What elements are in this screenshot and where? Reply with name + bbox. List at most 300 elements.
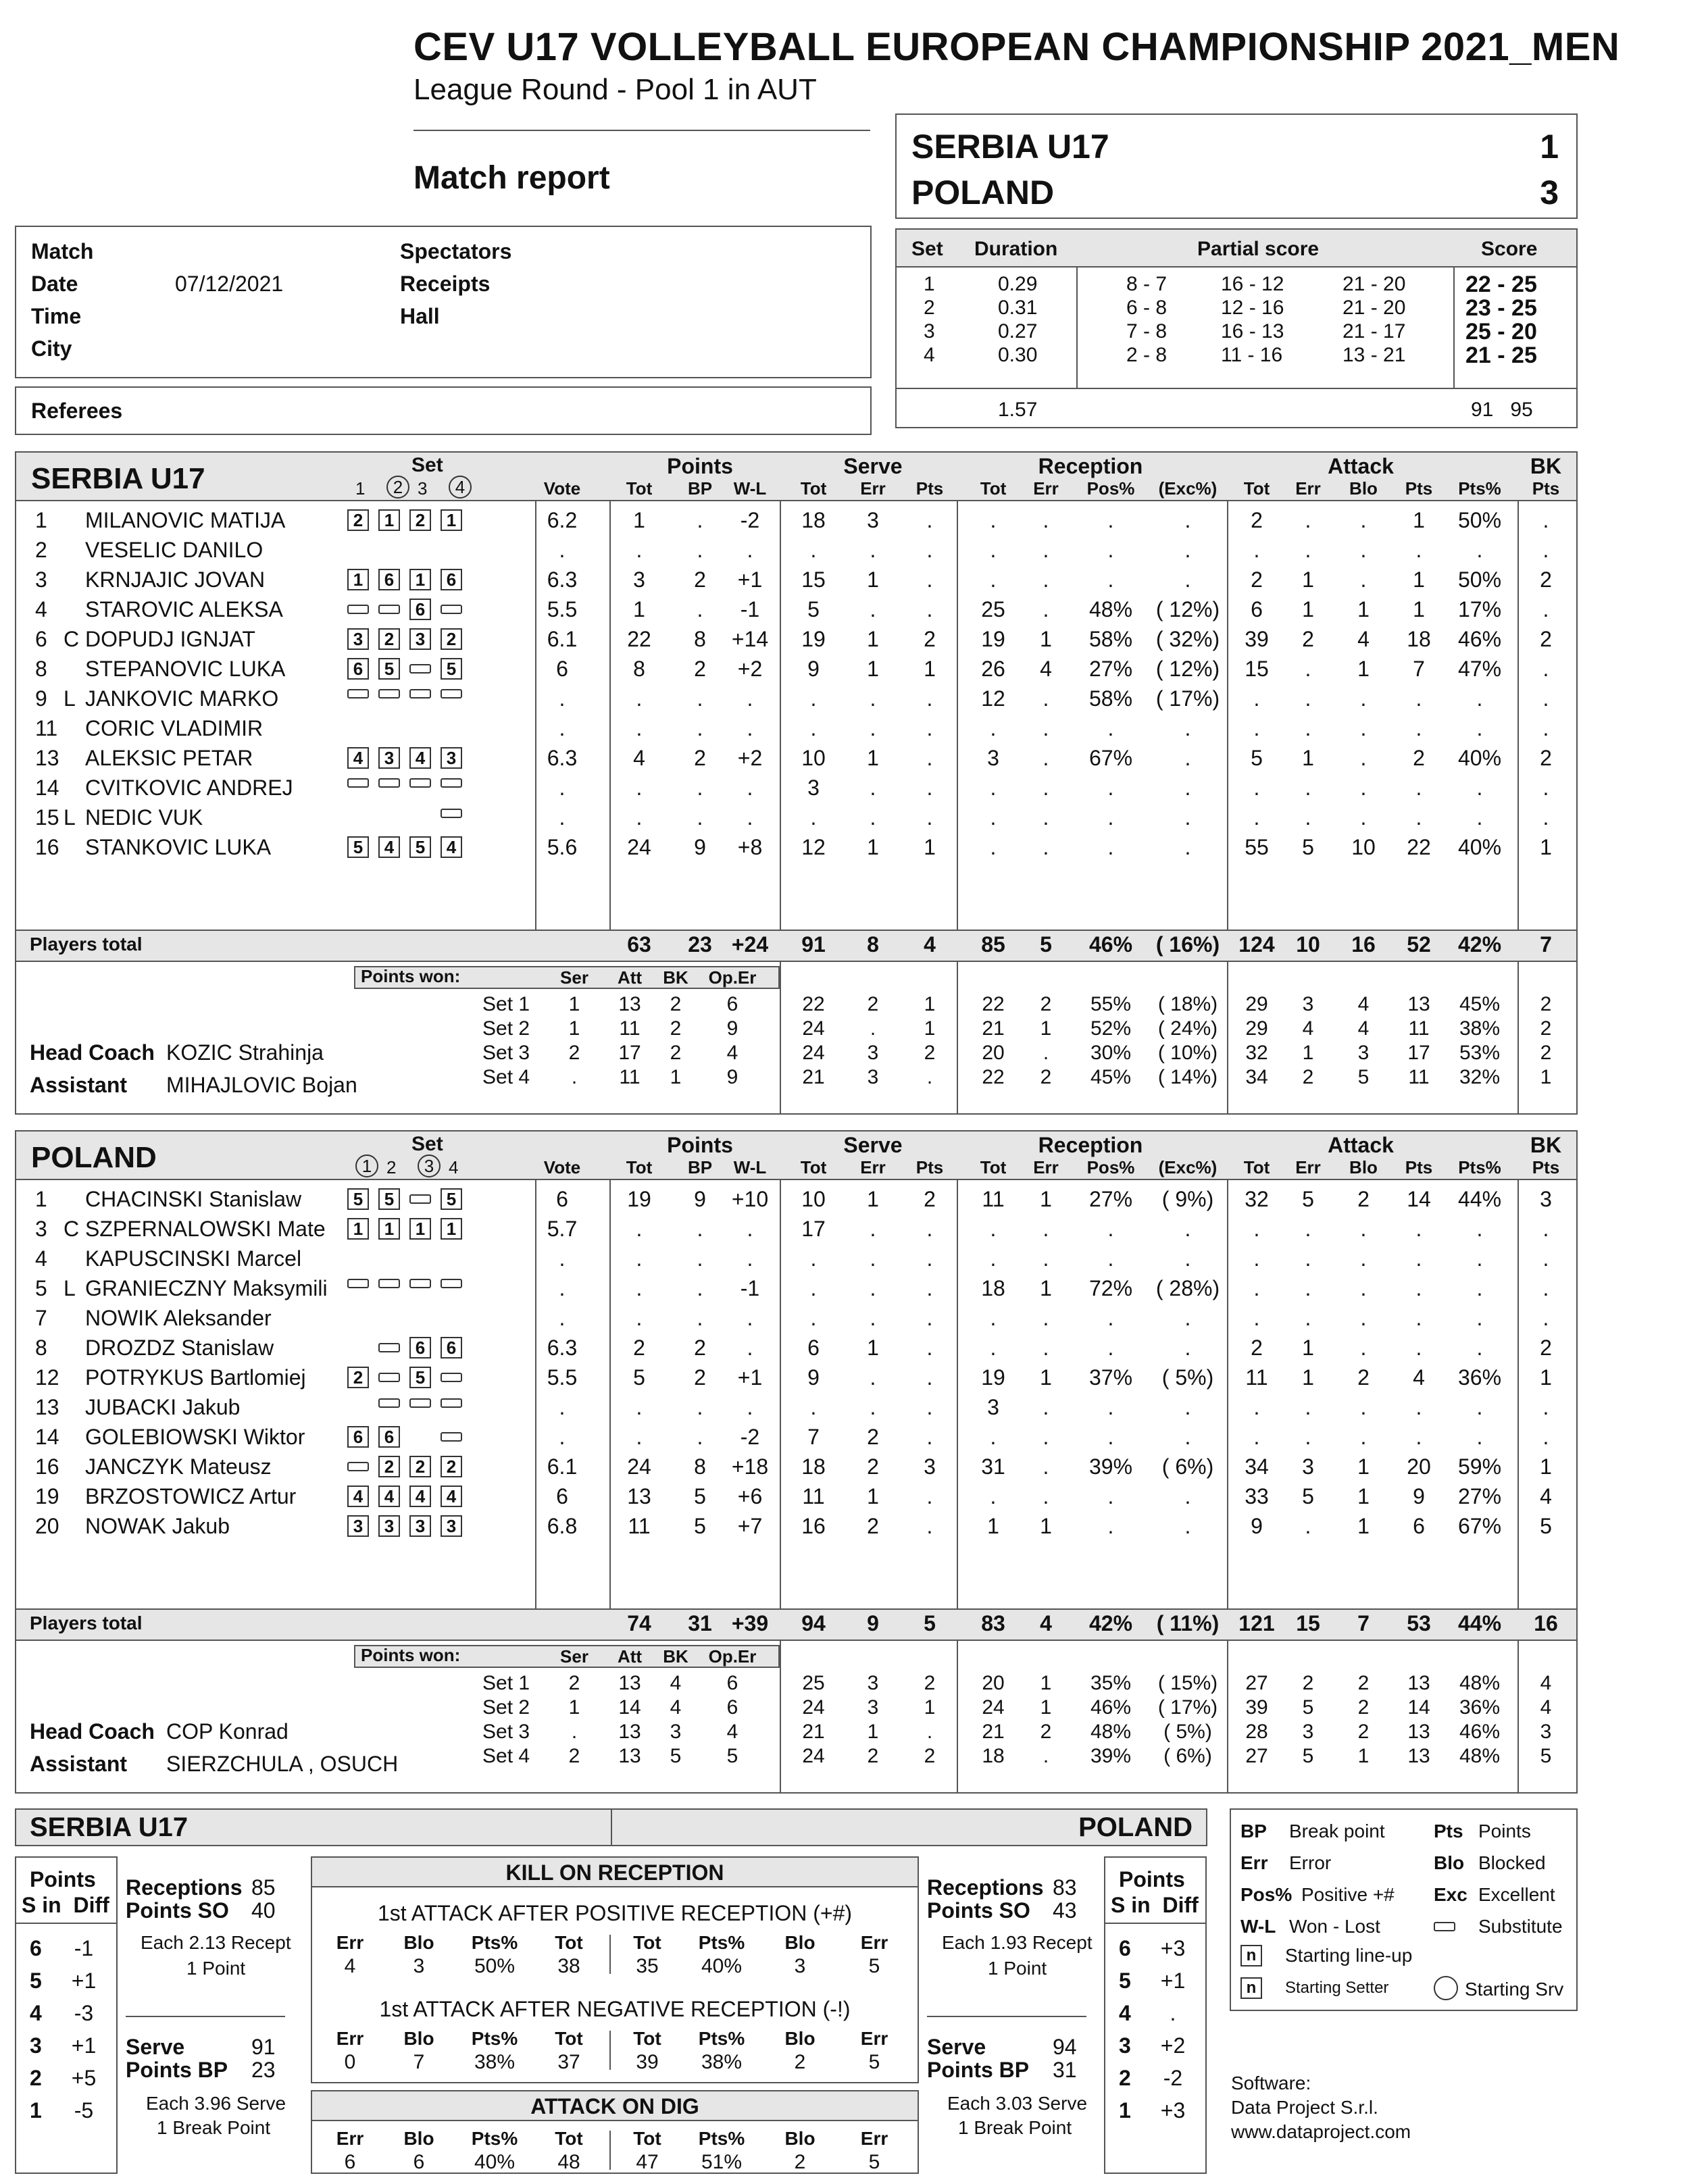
stat-re: . <box>1043 538 1049 562</box>
kill-col-header: Err <box>336 1932 364 1953</box>
stat-st: 10 <box>801 1187 826 1211</box>
stat-vote: 6 <box>556 657 568 681</box>
total-bp: 31 <box>688 1611 712 1635</box>
stat-ap: . <box>1415 805 1422 830</box>
set-stat-re: . <box>1043 1745 1049 1767</box>
player-name: CHACINSKI Stanislaw <box>85 1187 302 1211</box>
starting-position-box: 5 <box>409 1367 431 1388</box>
stat-at: . <box>1253 1246 1260 1271</box>
stat-ae: 5 <box>1302 1484 1314 1508</box>
set-stat-ae: 4 <box>1302 1017 1314 1040</box>
subheader-apc: Pts% <box>1458 478 1501 499</box>
player-name: SZPERNALOWSKI Mate <box>85 1217 326 1241</box>
stat-rx: . <box>1184 567 1191 592</box>
kill-col-header: Blo <box>784 1932 816 1953</box>
set-empty <box>378 717 400 727</box>
stat-st: . <box>810 805 817 830</box>
stat-ab: 1 <box>1357 1484 1370 1508</box>
set-stat-st: 24 <box>802 1017 825 1040</box>
rotation-number: 6 <box>30 1936 42 1960</box>
player-set-boxes <box>347 628 472 650</box>
stat-apc: 36% <box>1457 1365 1502 1390</box>
set-col-4: 4 <box>449 476 472 499</box>
subheader-tot: Tot <box>626 478 653 499</box>
stat-vote: 5.7 <box>547 1217 578 1241</box>
set-stat-att: 13 <box>618 1745 641 1767</box>
stat-at: . <box>1253 1395 1260 1419</box>
player-set-boxes <box>347 777 472 789</box>
stat-tot: . <box>636 776 643 800</box>
set-stat-rp: 30% <box>1090 1042 1132 1064</box>
stat-rx: . <box>1184 508 1191 532</box>
set-stat-se: . <box>870 1017 876 1040</box>
set-stat-ap: 17 <box>1407 1042 1430 1064</box>
stat-st: 5 <box>807 597 820 621</box>
total-bk: 7 <box>1540 932 1552 957</box>
player-set-boxes <box>347 1307 472 1320</box>
player-set-boxes <box>347 1515 472 1537</box>
set-stat-rt: 22 <box>982 1066 1005 1088</box>
set-stat-ser: 2 <box>568 1745 580 1767</box>
summary-teams-bar <box>15 1808 1207 1846</box>
set-stat-bk: 2 <box>670 1017 682 1040</box>
t1-receptions-label: Receptions <box>126 1875 243 1900</box>
stat-bp: . <box>697 1276 703 1300</box>
stat-rx: . <box>1184 1425 1191 1449</box>
player-set-boxes <box>347 1248 472 1261</box>
starting-position-box: 1 <box>347 569 369 590</box>
stat-bk: . <box>1542 1246 1549 1271</box>
set-empty <box>347 717 369 727</box>
subheader-st: Tot <box>800 478 827 499</box>
stat-tot: 1 <box>633 508 645 532</box>
set-stat-at: 28 <box>1245 1721 1268 1743</box>
software-url[interactable]: www.dataproject.com <box>1231 2121 1411 2142</box>
stat-ab: . <box>1360 1306 1367 1330</box>
player-set-boxes <box>347 569 472 590</box>
stat-bp: . <box>697 716 703 740</box>
player-number: 4 <box>35 597 47 621</box>
stat-re: . <box>1043 1217 1049 1241</box>
set-empty <box>441 1307 462 1317</box>
stat-se: . <box>870 1365 876 1390</box>
stat-rp: 58% <box>1088 686 1133 711</box>
set-stat-ser: 1 <box>568 1017 580 1040</box>
set-stat-at: 39 <box>1245 1696 1268 1719</box>
set-row-label: Set 3 <box>482 1042 530 1064</box>
legend-sub-text: Substitute <box>1478 1916 1563 1937</box>
stat-ap: 7 <box>1413 657 1425 681</box>
stat-ab: 10 <box>1351 835 1376 859</box>
total-bp: 23 <box>688 932 712 957</box>
stat-wl: . <box>747 1217 753 1241</box>
legend-pos-text: Positive +# <box>1301 1884 1395 1905</box>
legend-box <box>1230 1808 1578 2011</box>
player-number: 15 <box>35 805 59 830</box>
player-set-boxes <box>347 717 472 730</box>
player-set-boxes <box>347 599 472 620</box>
stat-sp: . <box>926 1336 933 1360</box>
starting-position-box: 3 <box>378 1515 400 1537</box>
stat-st: 6 <box>807 1336 820 1360</box>
stat-tot: 24 <box>627 1454 651 1479</box>
subheader-apc: Pts% <box>1458 1157 1501 1177</box>
substitute-icon <box>441 1398 462 1408</box>
stat-rx: ( 12%) <box>1155 597 1220 621</box>
stat-at: 11 <box>1245 1365 1268 1390</box>
stat-sp: . <box>926 776 933 800</box>
player-number: 2 <box>35 538 47 562</box>
t2-one-bp: 1 Break Point <box>958 2117 1072 2138</box>
stat-apc: 50% <box>1457 508 1502 532</box>
subheader-se: Err <box>860 1157 886 1177</box>
substitute-icon <box>409 1398 431 1408</box>
set-stat-re: 1 <box>1040 1017 1052 1040</box>
set-stat-rp: 48% <box>1090 1721 1132 1743</box>
rotation-number: 5 <box>30 1969 42 1993</box>
subheader-rt: Tot <box>980 1157 1007 1177</box>
stat-at: . <box>1253 1217 1260 1241</box>
stat-apc: . <box>1476 716 1483 740</box>
kill-value: 38 <box>557 1955 580 1977</box>
total-ab: 7 <box>1357 1611 1370 1635</box>
stat-se: 1 <box>867 835 879 859</box>
result-team1: SERBIA U17 <box>911 128 1109 166</box>
set-stat-bk: 4 <box>670 1672 682 1694</box>
set-empty <box>409 717 431 727</box>
substitute-icon <box>441 778 462 788</box>
stat-wl: +8 <box>737 835 763 859</box>
kill-col-header: Err <box>860 2128 888 2149</box>
player-number: 3 <box>35 1217 47 1241</box>
stat-apc: 46% <box>1457 627 1502 651</box>
stat-tot: 1 <box>633 597 645 621</box>
subheader-ae: Err <box>1295 478 1321 499</box>
subheader-se: Err <box>860 478 886 499</box>
set-stat-ap: 13 <box>1407 1745 1430 1767</box>
stat-vote: . <box>559 805 566 830</box>
stat-wl: +14 <box>731 627 769 651</box>
starting-setter-icon: n <box>1240 1977 1262 1999</box>
starting-position-box: 5 <box>347 836 369 858</box>
set-stat-apc: 48% <box>1459 1672 1501 1694</box>
stat-at: . <box>1253 716 1260 740</box>
set-stat-ap: 13 <box>1407 1721 1430 1743</box>
rotation-number: 1 <box>1119 2098 1131 2123</box>
stat-ap: 2 <box>1413 746 1425 770</box>
stat-wl: +2 <box>737 657 763 681</box>
stat-apc: . <box>1476 1395 1483 1419</box>
set-stat-re: 1 <box>1040 1696 1052 1719</box>
set-duration: 0.27 <box>998 320 1038 342</box>
total-re: 5 <box>1040 932 1052 957</box>
stat-st: . <box>810 1395 817 1419</box>
stat-apc: . <box>1476 686 1483 711</box>
stat-sp: 1 <box>924 835 936 859</box>
sets-header-duration: Duration <box>974 238 1058 260</box>
total-wl: +24 <box>731 932 769 957</box>
substitute-icon <box>409 778 431 788</box>
stat-se: . <box>870 776 876 800</box>
kill-value: 39 <box>636 2051 659 2073</box>
legend-ss-text: Starting Setter <box>1285 1979 1389 1997</box>
stat-ab: . <box>1360 716 1367 740</box>
total-apc: 44% <box>1457 1611 1502 1635</box>
starting-position-box: 2 <box>441 1456 462 1477</box>
subheader-ap: Pts <box>1405 1157 1433 1177</box>
stat-re: 1 <box>1040 627 1052 651</box>
stat-wl: +10 <box>731 1187 769 1211</box>
stat-bk: . <box>1542 657 1549 681</box>
kill-value: 51% <box>701 2151 743 2173</box>
kill-col-header: Err <box>860 1932 888 1953</box>
stat-rt: . <box>990 835 997 859</box>
set-empty <box>347 1248 369 1257</box>
stat-bk: . <box>1542 597 1549 621</box>
hall-label: Hall <box>400 304 440 328</box>
player-number: 1 <box>35 508 47 532</box>
subheader-bk: Pts <box>1532 1157 1560 1177</box>
stat-at: . <box>1253 805 1260 830</box>
set-empty <box>347 1341 369 1350</box>
rotation-diff: +1 <box>71 1969 97 1993</box>
kill-value: 40% <box>474 2151 516 2173</box>
set-stat-att: 14 <box>618 1696 641 1719</box>
stat-rx: ( 12%) <box>1155 657 1220 681</box>
stat-tot: 8 <box>633 657 645 681</box>
set-empty <box>347 539 369 549</box>
player-number: 13 <box>35 746 59 770</box>
stat-tot: 2 <box>633 1336 645 1360</box>
stat-bp: . <box>697 1246 703 1271</box>
group-header-bk: BK <box>1530 454 1562 478</box>
rotation-points-team1 <box>15 1856 118 2174</box>
player-role: L <box>64 1276 76 1300</box>
stat-apc: 50% <box>1457 567 1502 592</box>
pos-title: 1st ATTACK AFTER POSITIVE RECEPTION (+#) <box>377 1901 853 1925</box>
set-stat-rt: 18 <box>982 1745 1005 1767</box>
dig-title: ATTACK ON DIG <box>530 2094 699 2118</box>
set-stat-apc: 36% <box>1459 1696 1501 1719</box>
player-number: 20 <box>35 1514 59 1538</box>
match-report-label: Match report <box>413 160 610 196</box>
col-set-header: Set <box>411 454 443 476</box>
player-number: 8 <box>35 1336 47 1360</box>
total-apc: 42% <box>1457 932 1502 957</box>
set-stat-sp: 2 <box>924 1745 936 1767</box>
stat-bp: . <box>697 1425 703 1449</box>
set-partial-21: 13 - 21 <box>1343 344 1406 366</box>
player-set-boxes <box>347 1426 472 1448</box>
subheader-vote: Vote <box>543 478 581 499</box>
stat-tot: . <box>636 1246 643 1271</box>
match-info-box <box>15 226 872 378</box>
legend-err-text: Error <box>1289 1852 1332 1873</box>
player-name: STEPANOVIC LUKA <box>85 657 286 681</box>
player-number: 19 <box>35 1484 59 1508</box>
rotation-diff: -5 <box>74 2098 94 2123</box>
substitute-icon <box>441 809 462 818</box>
stat-ab: . <box>1360 1276 1367 1300</box>
stat-tot: . <box>636 538 643 562</box>
stat-rp: . <box>1107 508 1114 532</box>
starting-position-box: 5 <box>378 1188 400 1210</box>
subheader-wl: W-L <box>733 1157 767 1177</box>
set-row-label: Set 2 <box>482 1696 530 1719</box>
player-set-boxes <box>347 1367 472 1388</box>
t2-each-serve: Each 3.03 Serve <box>947 2093 1088 2114</box>
attack-on-dig-box <box>311 2090 919 2174</box>
stat-at: 2 <box>1251 567 1263 592</box>
stat-se: 1 <box>867 1336 879 1360</box>
substitute-icon <box>441 605 462 614</box>
set-stat-bk: 1 <box>670 1066 682 1088</box>
kill-value: 50% <box>474 1955 516 1977</box>
group-header-bk: BK <box>1530 1133 1562 1157</box>
stat-bk: . <box>1542 686 1549 711</box>
set-stat-ser: . <box>571 1066 578 1088</box>
total-ap: 53 <box>1407 1611 1431 1635</box>
subheader-sp: Pts <box>915 478 944 499</box>
stat-wl: . <box>747 538 753 562</box>
rotation-diff: +5 <box>71 2066 97 2090</box>
player-number: 7 <box>35 1306 47 1330</box>
player-name: DROZDZ Stanislaw <box>85 1336 274 1360</box>
set-score: 25 - 20 <box>1465 319 1537 345</box>
stat-vote: . <box>559 1425 566 1449</box>
stat-bp: 8 <box>694 627 706 651</box>
stat-bp: . <box>697 805 703 830</box>
stat-re: 1 <box>1040 1365 1052 1390</box>
stat-ae: 2 <box>1302 627 1314 651</box>
stat-se: 2 <box>867 1454 879 1479</box>
player-name: STAROVIC ALEKSA <box>85 597 283 621</box>
kill-divider <box>609 2131 611 2170</box>
legend-pts: Pts <box>1434 1821 1463 1842</box>
set-stat-att: 11 <box>619 1017 641 1040</box>
set-stat-re: 2 <box>1040 993 1052 1015</box>
stat-bk: . <box>1542 776 1549 800</box>
stat-re: . <box>1043 1425 1049 1449</box>
total-rx: ( 16%) <box>1155 932 1220 957</box>
stat-at: 33 <box>1245 1484 1269 1508</box>
legend-err: Err <box>1240 1852 1268 1873</box>
legend-blo-text: Blocked <box>1478 1852 1546 1873</box>
stat-ab: . <box>1360 746 1367 770</box>
substitute-icon <box>441 1373 462 1382</box>
total-se: 8 <box>867 932 879 957</box>
rotation-diff: -3 <box>74 2001 94 2025</box>
stat-bp: . <box>697 776 703 800</box>
substitute-icon <box>347 778 369 788</box>
subheader-tot: Tot <box>626 1157 653 1177</box>
stat-ap: . <box>1415 1336 1422 1360</box>
starting-serve-icon <box>1434 1976 1458 2000</box>
stat-wl: +2 <box>737 746 763 770</box>
set-duration: 0.30 <box>998 344 1038 366</box>
starting-position-box: 2 <box>441 628 462 650</box>
stat-rt: 26 <box>981 657 1005 681</box>
team-panel-serbia <box>15 451 1578 1115</box>
player-set-boxes <box>347 836 472 858</box>
set-empty <box>409 1248 431 1257</box>
starting-position-box: 4 <box>378 836 400 858</box>
stat-vote: . <box>559 1246 566 1271</box>
set-row-label: Set 1 <box>482 1672 530 1694</box>
stat-ab: 1 <box>1357 1454 1370 1479</box>
set-stat-apc: 46% <box>1459 1721 1501 1743</box>
starting-position-box: 4 <box>347 1485 369 1507</box>
set-stat-ap: 11 <box>1408 1017 1430 1040</box>
set-stat-st: 25 <box>802 1672 825 1694</box>
stat-ap: . <box>1415 1276 1422 1300</box>
stat-ap: . <box>1415 1306 1422 1330</box>
date-label: Date <box>31 272 78 296</box>
stat-apc: 40% <box>1457 835 1502 859</box>
set-stat-st: 21 <box>802 1721 825 1743</box>
set-stat-ap: 14 <box>1407 1696 1430 1719</box>
starting-position-box: 5 <box>378 658 400 680</box>
stat-wl: +18 <box>731 1454 769 1479</box>
rotation-diff: +2 <box>1160 2033 1186 2058</box>
group-header-attack: Attack <box>1328 454 1394 478</box>
stat-re: . <box>1043 1395 1049 1419</box>
set-stat-se: 3 <box>867 1042 879 1064</box>
kill-title: KILL ON RECEPTION <box>505 1860 724 1885</box>
t2-points-bp-label: Points BP <box>927 2058 1030 2082</box>
stat-rt: 18 <box>981 1276 1005 1300</box>
stat-rx: ( 17%) <box>1155 686 1220 711</box>
result-box <box>895 113 1578 219</box>
stat-ab: . <box>1360 538 1367 562</box>
stat-rt: 1 <box>987 1514 999 1538</box>
starting-position-box: 1 <box>441 1218 462 1240</box>
total-re: 4 <box>1040 1611 1052 1635</box>
stat-tot: . <box>636 686 643 711</box>
stat-se: 1 <box>867 627 879 651</box>
starting-position-box: 6 <box>441 569 462 590</box>
stat-sp: . <box>926 1276 933 1300</box>
team2-so-bp-stats <box>927 1871 1096 2168</box>
subheader-bp: BP <box>687 478 713 499</box>
team1-so-bp-stats <box>126 1871 295 2168</box>
total-ae: 10 <box>1296 932 1320 957</box>
stat-at: . <box>1253 1425 1260 1449</box>
stat-st: 19 <box>801 627 826 651</box>
set-stat-bk: 2 <box>670 993 682 1015</box>
neg-title: 1st ATTACK AFTER NEGATIVE RECEPTION (-!) <box>379 1997 851 2021</box>
stat-re: . <box>1043 805 1049 830</box>
points-won-label: Points won: <box>361 966 461 986</box>
set-stat-bk: 4 <box>670 1696 682 1719</box>
kill-on-reception-box <box>311 1856 919 2083</box>
kill-col-header: Err <box>860 2028 888 2049</box>
t2-one-point: 1 Point <box>988 1958 1047 1979</box>
set-stat-bk2: 5 <box>1540 1745 1552 1767</box>
substitute-icon <box>378 689 400 699</box>
set-stat-bk2: 1 <box>1540 1066 1552 1088</box>
player-name: POTRYKUS Bartlomiej <box>85 1365 306 1390</box>
stat-se: 2 <box>867 1514 879 1538</box>
stat-apc: 40% <box>1457 746 1502 770</box>
set-stat-ap: 11 <box>1408 1066 1430 1088</box>
set-stat-apc: 53% <box>1459 1042 1501 1064</box>
set-score: 22 - 25 <box>1465 272 1537 297</box>
subheader-bp: BP <box>687 1157 713 1177</box>
set-stat-re: . <box>1043 1042 1049 1064</box>
stat-sp: 1 <box>924 657 936 681</box>
starting-position-box: 5 <box>347 1188 369 1210</box>
